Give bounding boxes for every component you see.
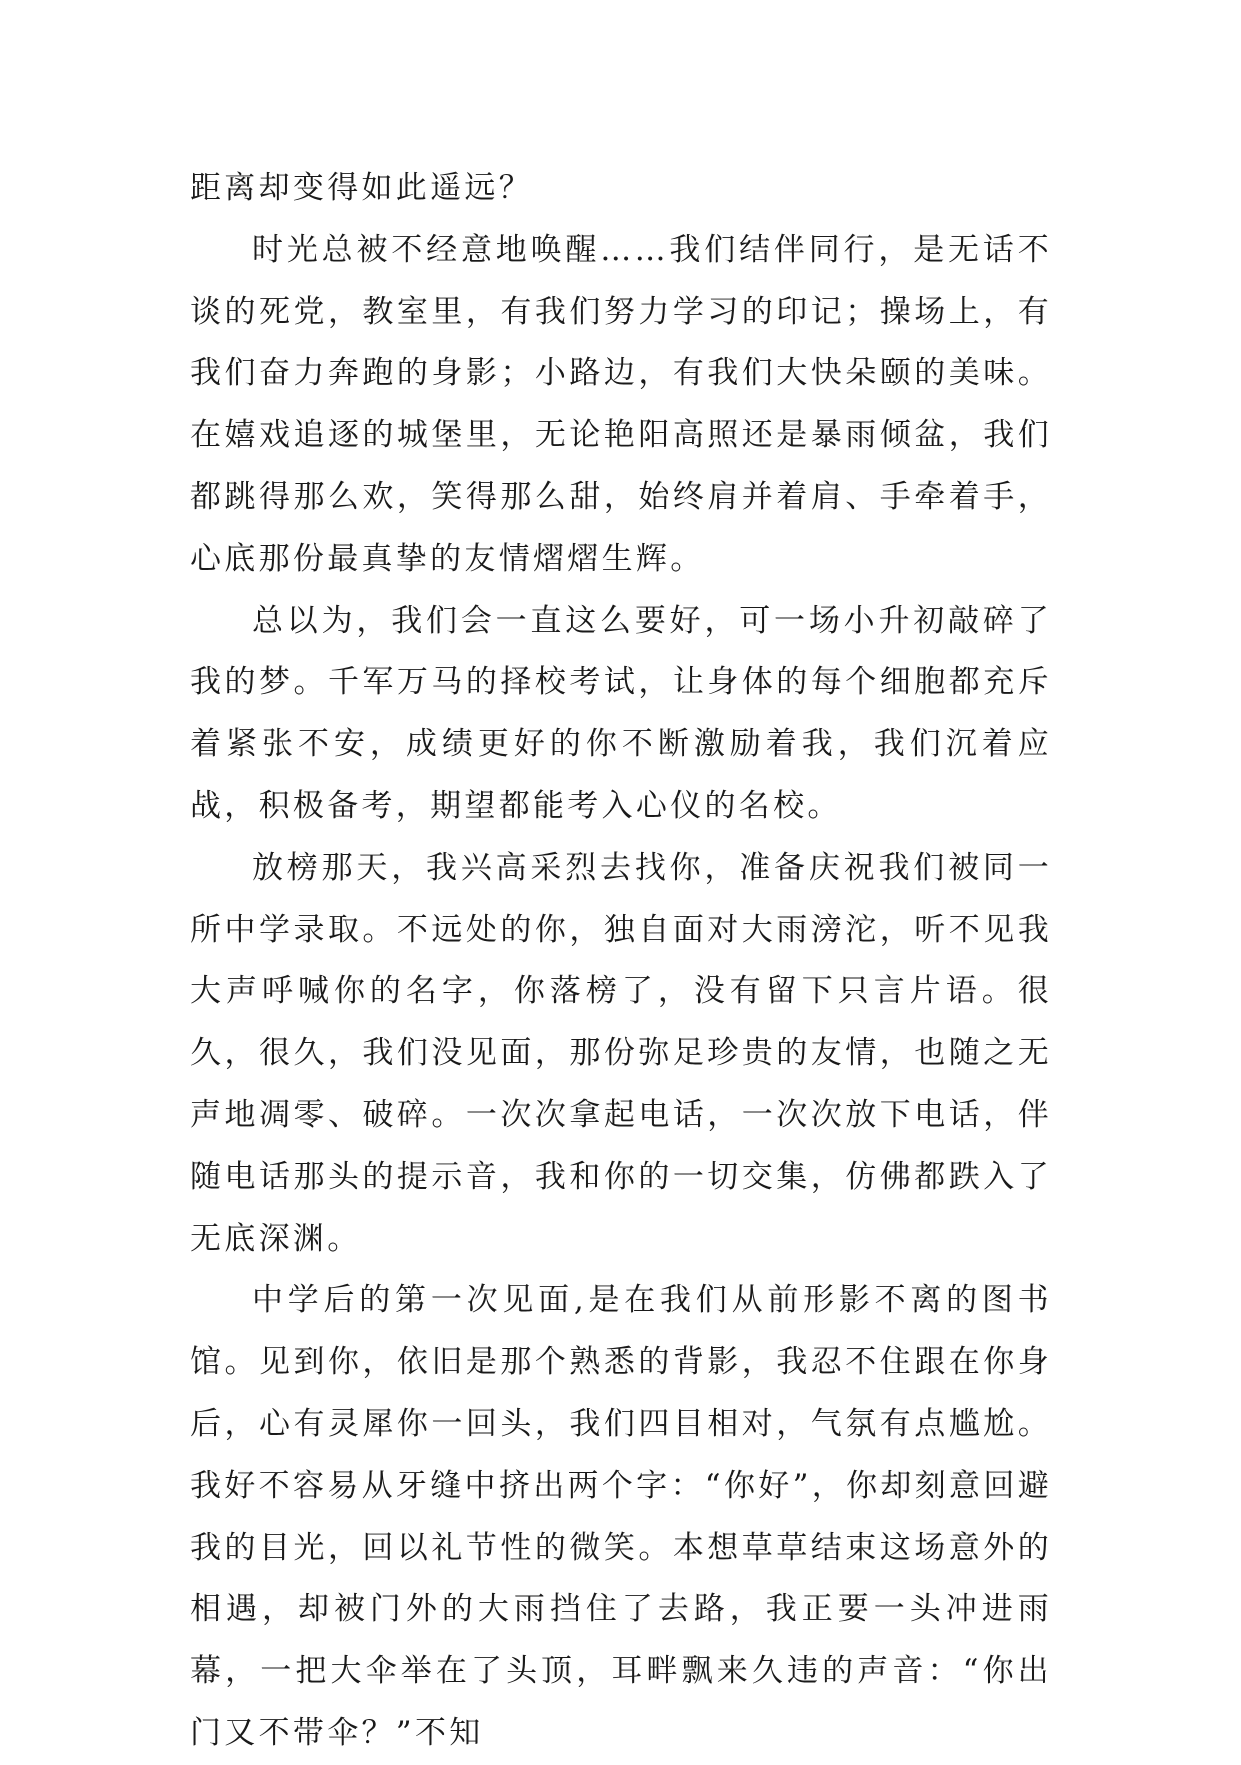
document-body: [190, 158, 1052, 1765]
paragraph: 总以为，我们会一直这么要好，可一场小升初敲碎了我的梦。千军万马的择校考试，让身体的每个细胞都充斥着紧张不安，成绩更好的你不断激励着我，我们沉着应战，积极备考，期望都能考入心仪的名校。: [190, 602, 1052, 824]
paragraph-continuation: 距离却变得如此遥远？: [190, 170, 533, 206]
paragraph: 放榜那天，我兴高采烈去找你，准备庆祝我们被同一所中学录取。不远处的你，独自面对大雨滂沱，听不见我大声呼喊你的名字，你落榜了，没有留下只言片语。很久，很久，我们没见面，那份弥足珍贵的友情，也随之无声地凋零、破碎。一次次拿起电话，一次次放下电话，伴随电话那头的提示音，我和你的一切交集，仿佛都跌入了无底深渊。: [190, 849, 1052, 1257]
paragraph: 时光总被不经意地唤醒……我们结伴同行，是无话不谈的死党，教室里，有我们努力学习的印记；操场上，有我们奋力奔跑的身影；小路边，有我们大快朵颐的美味。在嬉戏追逐的城堡里，无论艳阳高照还是暴雨倾盆，我们都跳得那么欢，笑得那么甜，始终肩并着肩、手牵着手，心底那份最真挚的友情熠熠生辉。: [190, 231, 1052, 577]
paragraph: 中学后的第一次见面,是在我们从前形影不离的图书馆。见到你，依旧是那个熟悉的背影，我忍不住跟在你身后，心有灵犀你一回头，我们四目相对，气氛有点尴尬。我好不容易从牙缝中挤出两个字：“你好”，你却刻意回避我的目光，回以礼节性的微笑。本想草草结束这场意外的相遇，却被门外的大雨挡住了去路，我正要一头冲进雨幕，一把大伞举在了头顶，耳畔飘来久违的声音：“你出门又不带伞？”不知: [190, 1282, 1052, 1751]
